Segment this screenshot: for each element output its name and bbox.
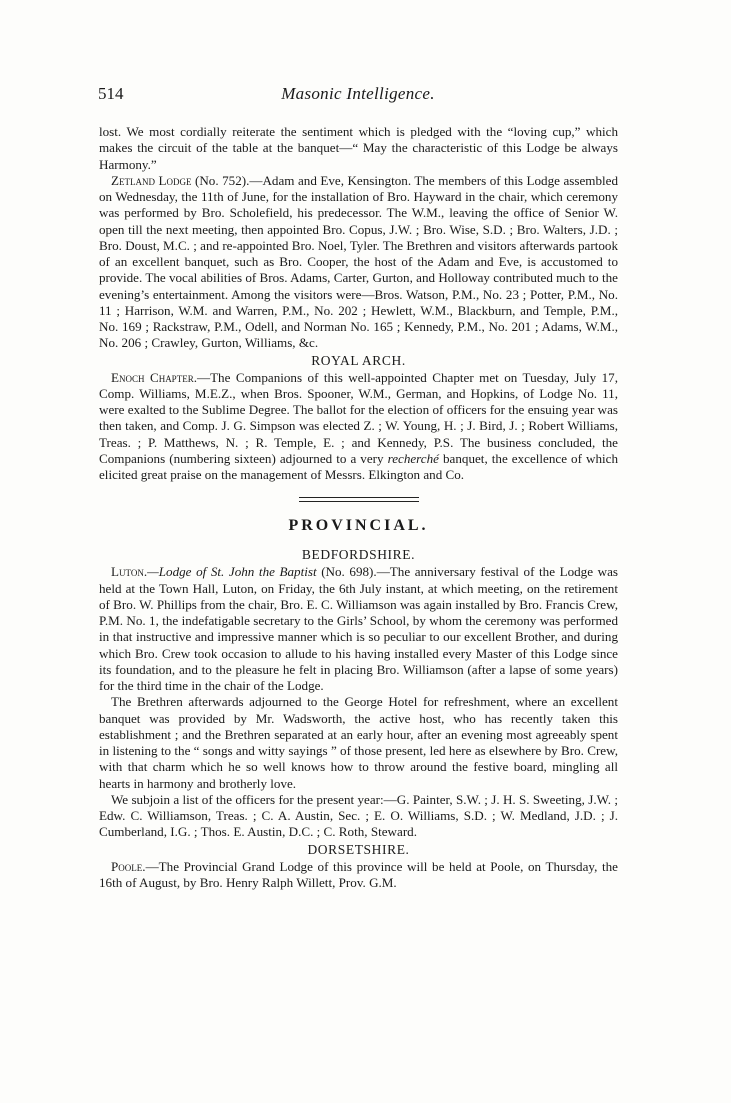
paragraph-zetland-lodge [99,173,618,352]
lead-enoch-chapter: Enoch Chapter. [111,369,197,385]
article-body [99,124,618,891]
page-number: 514 [98,84,124,103]
text-enoch-italic: recherché [387,450,439,466]
heading-royal-arch: ROYAL ARCH. [311,352,406,368]
paragraph-enoch-chapter [99,370,618,484]
paragraph-continuation: lost. We most cordially reiterate the sentiment which is pledged with the “loving cup,” which makes the circuit of the table at the banquet—“ May the characteristic of this Lodge be always Harmony.” [99,124,618,172]
heading-provincial: PROVINCIAL. [288,517,429,535]
lead-luton: Luton. [111,564,148,580]
paragraph-luton-officers: We subjoin a list of the officers for the present year:—G. Painter, S.W. ; J. H. S. Sweeting, J.W. ; Edw. C. Williamson, Treas. ; C. A. Austin, Sec. ; E. O. Williams, S.D. ; W. Medland, J.D. ; J. Cumberland, I.G. ; Thos. E. Austin, D.C. ; C. Roth, Steward. [99,791,618,840]
divider-rule-top [299,497,419,498]
lead-zetland-lodge: Zetland Lodge [111,172,192,188]
text-zetland-lodge: (No. 752).—Adam and Eve, Kensington. The members of this Lodge assembled on Wednesday, the 11th of June, for the installation of Bro. Hayward in the chair, which ceremony was performed by Bro. Scholefield, his predecessor. The W.M., leaving the office of Senior W. open till the next meeting, then appointed Bro. Copus, J.W. ; Bro. Wise, S.D. ; Bro. Walters, J.D. ; Bro. Doust, M.C. ; and re-appointed Bro. Noel, Tyler. The Brethren and visitors afterwards partook of an excellent banquet, such as Bro. Cooper, the host of the Adam and Eve, is accustomed to provide. The vocal abilities of Bros. Adams, Carter, Gurton, and Holloway contributed much to the evening’s entertainment. Among the visitors were—Bros. Watson, P.M., No. 23 ; Potter, P.M., No. 11 ; Harrison, W.M. and Warren, P.M., No. 202 ; Hewlett, W.M., Blackburn, and Temple, P.M., No. 169 ; Rackstraw, P.M., Odell, and Norman No. 165 ; Kennedy, P.M., No. 201 ; Adams, W.M., No. 206 ; Crawley, Gurton, Williams, &c. [99,172,618,351]
running-head: Masonic Intelligence. [281,84,435,103]
paragraph-poole [99,859,618,892]
heading-dorsetshire: DORSETSHIRE. [307,841,410,857]
text-poole: —The Provincial Grand Lodge of this province will be held at Poole, on Thursday, the 16th of August, by Bro. Henry Ralph Willett, Prov. G.M. [99,858,618,890]
paragraph-luton [99,564,618,694]
paragraph-luton-banquet: The Brethren afterwards adjourned to the George Hotel for refreshment, where an excellent banquet was provided by Mr. Wadsworth, the active host, who has recently taken this establishment ; and the Brethren separated at an early hour, after an evening most agreeably spent in listening to the “ songs and witty sayings ” of those present, led here as elsewhere by Bro. Crew, with that charm which he so well knows how to throw around the festive board, mingling all hearts in harmony and brotherly love. [99,694,618,791]
text-luton: (No. 698).—The anniversary festival of the Lodge was held at the Town Hall, Luton, on Friday, the 6th July instant, at which meeting, on the retirement of Bro. W. Phillips from the chair, Bro. E. C. Williamson was again installed by Bro. Francis Crew, P.M. No. 1, the indefatigable secretary to the Girls’ School, by whom the ceremony was performed in that instructive and impressive manner which is so peculiar to our excellent Brother, and during which Bro. Crew took occasion to allude to his having installed every Master of this Lodge since its foundation, and to the pleasure he felt in placing Bro. Williamson (after a lapse of some years) for the third time in the chair of the Lodge. [99,564,618,693]
heading-bedfordshire: BEDFORDSHIRE. [301,547,416,563]
text-enoch-a: —The Companions of this well-appointed Chapter met on Tuesday, July 17, Comp. Williams, M.E.Z., when Bros. Spooner, W.M., German, and Hopkins, of Lodge No. 11, were exalted to the Sublime Degree. The ballot for the election of officers for the ensuing year was then taken, and Comp. J. G. Simpson was elected Z. ; W. Young, H. ; J. Bird, J. ; Robert Williams, Treas. ; P. Matthews, N. ; R. Temple, E. ; and Kennedy, P.S. The business concluded, the Companions (numbering sixteen) adjourned to a very [99,369,618,466]
divider-rule-bottom [299,501,419,502]
text-luton-italic: —Lodge of St. John the Baptist [147,564,317,580]
text-enoch-b: banquet, the excellence of which elicited great praise on the management of Messrs. Elkington and Co. [99,450,618,482]
section-divider [299,497,419,502]
lead-poole: Poole. [111,858,146,874]
page-header [98,84,618,108]
